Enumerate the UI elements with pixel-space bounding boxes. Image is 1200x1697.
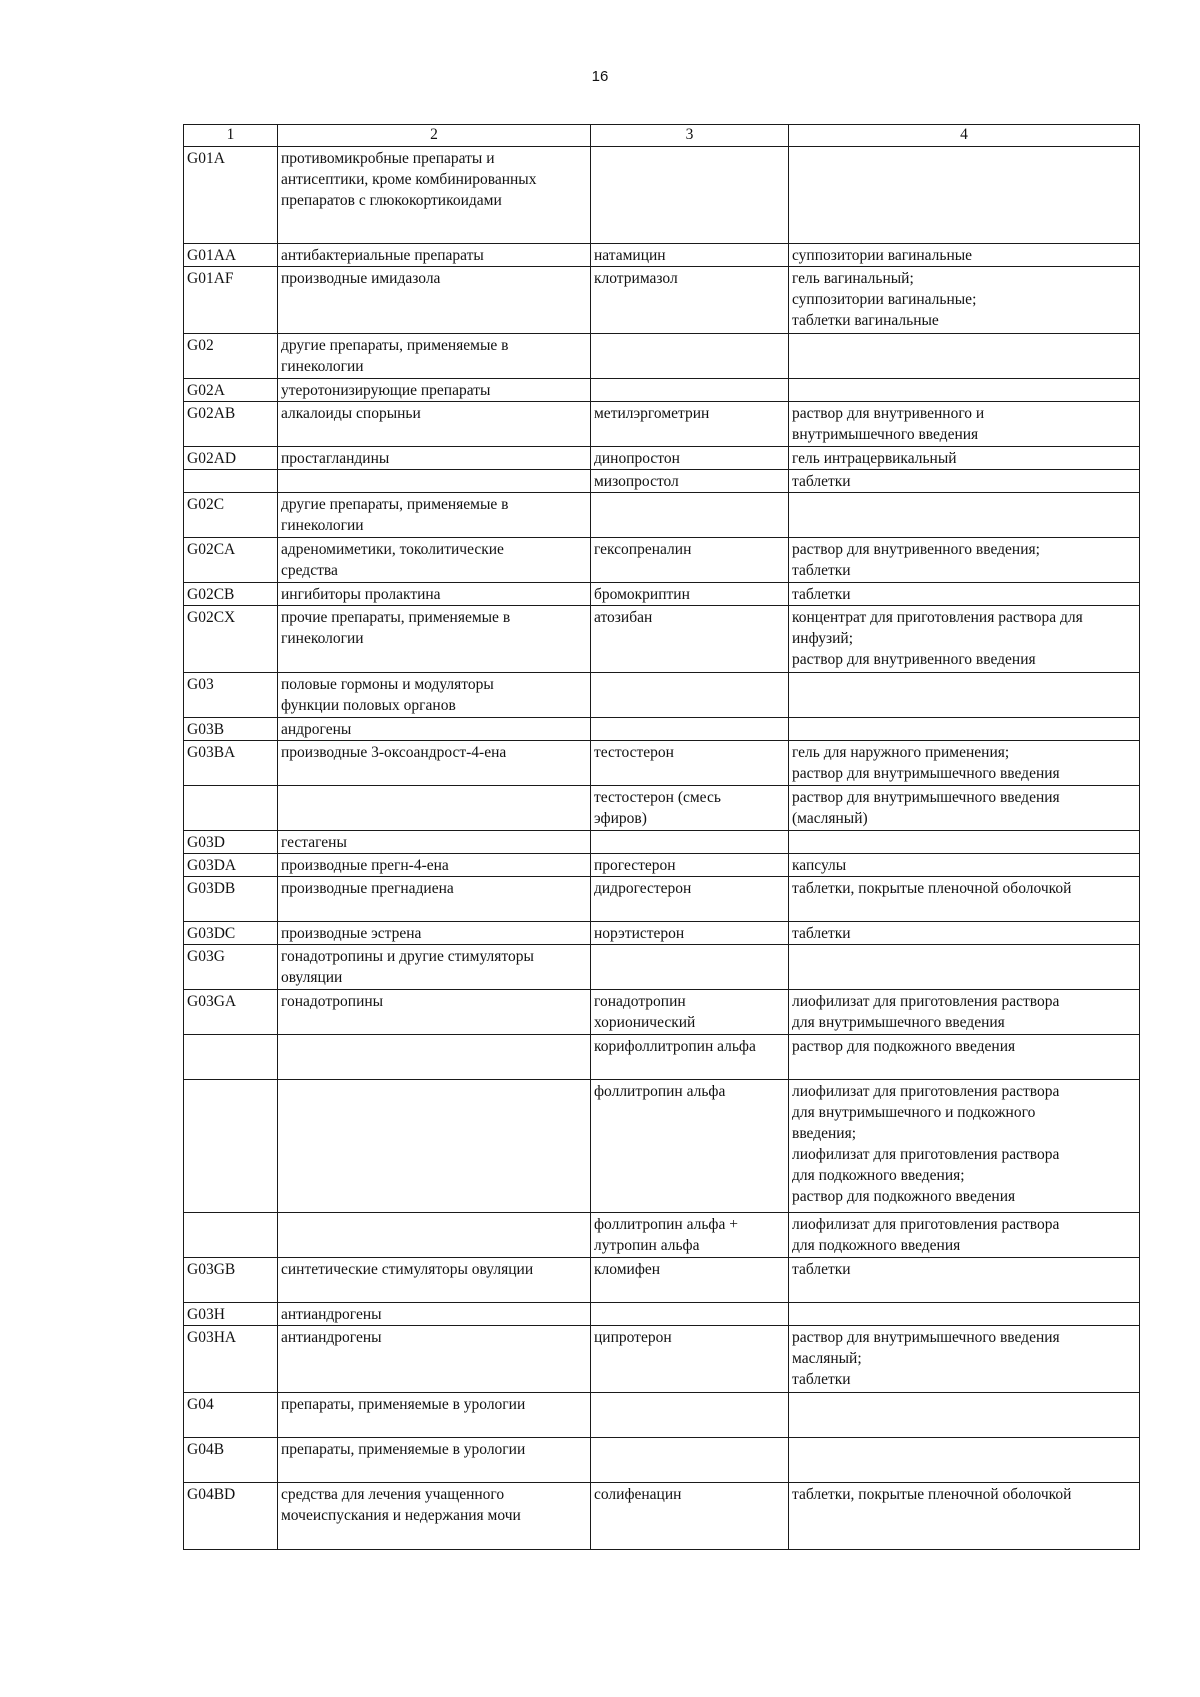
anatomical-group-cell [278, 1326, 591, 1393]
atc-code-cell [184, 267, 278, 334]
cell-text-line: раствор для внутримышечного введения [792, 1329, 1060, 1346]
cell-text-line: гинекологии [281, 517, 364, 534]
atc-code-cell [184, 1258, 278, 1303]
drug-name-cell [591, 402, 789, 447]
dosage-form-cell [789, 334, 1140, 379]
anatomical-group-cell [278, 945, 591, 990]
cell-text-line: метилэргометрин [594, 405, 710, 422]
cell-text-line: гонадотропин [594, 993, 686, 1010]
drug-name-cell [591, 538, 789, 583]
anatomical-group-cell [278, 334, 591, 379]
cell-text-line: гель вагинальный; [792, 270, 914, 287]
cell-text-line: гель для наружного применения; [792, 744, 1010, 761]
column-header-3: 3 [591, 125, 789, 147]
cell-text: G03DB [187, 880, 236, 897]
anatomical-group-cell [278, 786, 591, 831]
dosage-form-cell [789, 1213, 1140, 1258]
dosage-form-cell [789, 1258, 1140, 1303]
dosage-form-cell [789, 786, 1140, 831]
cell-text: G02C [187, 496, 225, 513]
anatomical-group-cell [278, 267, 591, 334]
cell-text-line: (масляный) [792, 810, 868, 827]
cell-text: G02AD [187, 450, 237, 467]
cell-text-line: раствор для подкожного введения [792, 1188, 1016, 1205]
anatomical-group-cell [278, 854, 591, 877]
drug-name-cell [591, 1080, 789, 1213]
dosage-form-cell [789, 877, 1140, 922]
table-row [184, 1258, 1140, 1303]
cell-text-line: препараты, применяемые в урологии [281, 1396, 526, 1413]
cell-text: G03 [187, 676, 214, 693]
table-row [184, 447, 1140, 470]
cell-text: G01A [187, 150, 225, 167]
cell-text-line: солифенацин [594, 1486, 682, 1503]
atc-code-cell [184, 990, 278, 1035]
table-row [184, 786, 1140, 831]
table-row [184, 1213, 1140, 1258]
drug-name-cell [591, 1393, 789, 1438]
cell-text: G03GA [187, 993, 237, 1010]
cell-text-line: дидрогестерон [594, 880, 692, 897]
atc-code-cell [184, 877, 278, 922]
dosage-form-cell [789, 1393, 1140, 1438]
atc-code-cell [184, 379, 278, 402]
cell-text: G01AF [187, 270, 234, 287]
drug-name-cell [591, 334, 789, 379]
anatomical-group-cell [278, 538, 591, 583]
dosage-form-cell [789, 1035, 1140, 1080]
table-row [184, 673, 1140, 718]
drug-name-cell [591, 990, 789, 1035]
table-row [184, 538, 1140, 583]
cell-text: G02 [187, 337, 214, 354]
table-row [184, 493, 1140, 538]
cell-text-line: лиофилизат для приготовления раствора [792, 1216, 1060, 1233]
cell-text-line: таблетки, покрытые пленочной оболочкой [792, 1486, 1072, 1503]
dosage-form-cell [789, 493, 1140, 538]
cell-text: G02CX [187, 609, 236, 626]
atc-code-cell [184, 786, 278, 831]
cell-text-line: препаратов с глюкокортикоидами [281, 192, 502, 209]
cell-text-line: производные 3-оксоандрост-4-ена [281, 744, 507, 761]
dosage-form-cell [789, 402, 1140, 447]
cell-text-line: гинекологии [281, 358, 364, 375]
cell-text-line: суппозитории вагинальные; [792, 291, 977, 308]
cell-text-line: клотримазол [594, 270, 678, 287]
cell-text-line: раствор для внутривенного введения; [792, 541, 1040, 558]
anatomical-group-cell [278, 1213, 591, 1258]
drug-name-cell [591, 470, 789, 493]
cell-text: G02AB [187, 405, 236, 422]
dosage-form-cell [789, 673, 1140, 718]
table-row [184, 583, 1140, 606]
dosage-form-cell [789, 147, 1140, 244]
table-row [184, 379, 1140, 402]
table-row [184, 244, 1140, 267]
anatomical-group-cell [278, 741, 591, 786]
cell-text-line: введения; [792, 1125, 857, 1142]
cell-text-line: таблетки [792, 1371, 851, 1388]
column-header-2: 2 [278, 125, 591, 147]
cell-text-line: эфиров) [594, 810, 647, 827]
cell-text-line: таблетки вагинальные [792, 312, 939, 329]
cell-text-line: раствор для внутривенного введения [792, 651, 1036, 668]
atc-code-cell [184, 1438, 278, 1483]
cell-text-line: простагландины [281, 450, 390, 467]
table-row [184, 945, 1140, 990]
drug-name-cell [591, 493, 789, 538]
atc-code-cell [184, 945, 278, 990]
anatomical-group-cell [278, 244, 591, 267]
drug-name-cell [591, 673, 789, 718]
cell-text-line: гонадотропины и другие стимуляторы [281, 948, 534, 965]
anatomical-group-cell [278, 718, 591, 741]
header-row [184, 125, 1140, 147]
table-row [184, 877, 1140, 922]
cell-text-line: корифоллитропин альфа [594, 1038, 756, 1055]
anatomical-group-cell [278, 877, 591, 922]
table-row [184, 1326, 1140, 1393]
table-row [184, 1303, 1140, 1326]
cell-text-line: суппозитории вагинальные [792, 247, 973, 264]
cell-text: G03DC [187, 925, 236, 942]
atc-code-cell [184, 1393, 278, 1438]
cell-text-line: натамицин [594, 247, 666, 264]
drug-name-cell [591, 447, 789, 470]
atc-code-cell [184, 583, 278, 606]
cell-text: G04 [187, 1396, 214, 1413]
cell-text-line: производные прегнадиена [281, 880, 454, 897]
cell-text-line: функции половых органов [281, 697, 456, 714]
atc-code-cell [184, 1303, 278, 1326]
atc-code-cell [184, 741, 278, 786]
dosage-form-cell [789, 922, 1140, 945]
cell-text-line: производные эстрена [281, 925, 422, 942]
atc-code-cell [184, 718, 278, 741]
anatomical-group-cell [278, 831, 591, 854]
dosage-form-cell [789, 583, 1140, 606]
cell-text-line: динопростон [594, 450, 680, 467]
cell-text: G03GB [187, 1261, 236, 1278]
cell-text-line: половые гормоны и модуляторы [281, 676, 494, 693]
atc-code-cell [184, 1035, 278, 1080]
anatomical-group-cell [278, 1483, 591, 1550]
anatomical-group-cell [278, 1258, 591, 1303]
cell-text-line: раствор для внутримышечного введения [792, 789, 1060, 806]
table-row [184, 1080, 1140, 1213]
anatomical-group-cell [278, 470, 591, 493]
cell-text-line: утеротонизирующие препараты [281, 382, 491, 399]
anatomical-group-cell [278, 583, 591, 606]
atc-code-cell [184, 1080, 278, 1213]
dosage-form-cell [789, 379, 1140, 402]
cell-text-line: инфузий; [792, 630, 854, 647]
cell-text-line: средства [281, 562, 338, 579]
dosage-form-cell [789, 718, 1140, 741]
drug-name-cell [591, 1035, 789, 1080]
cell-text-line: для внутримышечного и подкожного [792, 1104, 1036, 1121]
cell-text-line: алкалоиды спорыньи [281, 405, 421, 422]
dosage-form-cell [789, 854, 1140, 877]
anatomical-group-cell [278, 1393, 591, 1438]
atc-code-cell [184, 470, 278, 493]
cell-text-line: тестостерон (смесь [594, 789, 721, 806]
table-row [184, 1393, 1140, 1438]
cell-text-line: лутропин альфа [594, 1237, 700, 1254]
drug-name-cell [591, 945, 789, 990]
cell-text: G03H [187, 1306, 225, 1323]
table-row [184, 990, 1140, 1035]
cell-text-line: концентрат для приготовления раствора для [792, 609, 1083, 626]
cell-text: G02CB [187, 586, 235, 603]
cell-text-line: антиандрогены [281, 1306, 382, 1323]
cell-text-line: мизопростол [594, 473, 679, 490]
drug-name-cell [591, 1483, 789, 1550]
cell-text-line: гель интрацервикальный [792, 450, 957, 467]
cell-text-line: хорионический [594, 1014, 696, 1031]
cell-text-line: раствор для подкожного введения [792, 1038, 1016, 1055]
table-row [184, 1035, 1140, 1080]
dosage-form-cell [789, 244, 1140, 267]
cell-text-line: другие препараты, применяемые в [281, 496, 509, 513]
cell-text-line: производные имидазола [281, 270, 441, 287]
cell-text-line: таблетки [792, 473, 851, 490]
cell-text-line: ингибиторы пролактина [281, 586, 441, 603]
cell-text-line: прогестерон [594, 857, 676, 874]
atc-code-cell [184, 831, 278, 854]
page-number: 16 [591, 68, 609, 85]
cell-text-line: атозибан [594, 609, 653, 626]
cell-text-line: раствор для внутримышечного введения [792, 765, 1060, 782]
dosage-form-cell [789, 606, 1140, 673]
cell-text: G02A [187, 382, 225, 399]
cell-text-line: прочие препараты, применяемые в [281, 609, 511, 626]
cell-text-line: средства для лечения учащенного [281, 1486, 505, 1503]
cell-text-line: антибактериальные препараты [281, 247, 484, 264]
cell-text-line: андрогены [281, 721, 352, 738]
anatomical-group-cell [278, 990, 591, 1035]
anatomical-group-cell [278, 379, 591, 402]
table-row [184, 402, 1140, 447]
cell-text-line: гонадотропины [281, 993, 384, 1010]
atc-code-cell [184, 147, 278, 244]
cell-text-line: бромокриптин [594, 586, 690, 603]
cell-text-line: производные прегн-4-ена [281, 857, 449, 874]
medication-table [183, 124, 1140, 1550]
cell-text-line: гестагены [281, 834, 347, 851]
table-body [184, 147, 1140, 1550]
cell-text-line: гексопреналин [594, 541, 692, 558]
cell-text-line: лиофилизат для приготовления раствора [792, 1083, 1060, 1100]
cell-text-line: капсулы [792, 857, 847, 874]
anatomical-group-cell [278, 673, 591, 718]
dosage-form-cell [789, 741, 1140, 786]
dosage-form-cell [789, 447, 1140, 470]
drug-name-cell [591, 267, 789, 334]
dosage-form-cell [789, 267, 1140, 334]
cell-text-line: антиандрогены [281, 1329, 382, 1346]
cell-text-line: антисептики, кроме комбинированных [281, 171, 537, 188]
cell-text-line: для подкожного введения [792, 1237, 961, 1254]
atc-code-cell [184, 447, 278, 470]
anatomical-group-cell [278, 1303, 591, 1326]
cell-text: G03DA [187, 857, 237, 874]
cell-text-line: кломифен [594, 1261, 661, 1278]
cell-text-line: мочеиспускания и недержания мочи [281, 1507, 521, 1524]
column-header-1: 1 [184, 125, 278, 147]
table-row [184, 147, 1140, 244]
cell-text-line: для внутримышечного введения [792, 1014, 1005, 1031]
atc-code-cell [184, 1483, 278, 1550]
drug-name-cell [591, 1303, 789, 1326]
cell-text: G03D [187, 834, 225, 851]
atc-code-cell [184, 538, 278, 583]
anatomical-group-cell [278, 447, 591, 470]
atc-code-cell [184, 673, 278, 718]
table-row [184, 470, 1140, 493]
atc-code-cell [184, 1213, 278, 1258]
anatomical-group-cell [278, 1035, 591, 1080]
cell-text-line: таблетки [792, 1261, 851, 1278]
cell-text-line: другие препараты, применяемые в [281, 337, 509, 354]
drug-name-cell [591, 831, 789, 854]
cell-text: G04BD [187, 1486, 236, 1503]
cell-text-line: масляный; [792, 1350, 862, 1367]
table-row [184, 718, 1140, 741]
drug-name-cell [591, 1258, 789, 1303]
cell-text-line: адреномиметики, токолитические [281, 541, 504, 558]
dosage-form-cell [789, 538, 1140, 583]
table-row [184, 922, 1140, 945]
atc-code-cell [184, 854, 278, 877]
cell-text-line: тестостерон [594, 744, 674, 761]
anatomical-group-cell [278, 493, 591, 538]
dosage-form-cell [789, 470, 1140, 493]
cell-text-line: таблетки [792, 925, 851, 942]
anatomical-group-cell [278, 1080, 591, 1213]
column-header-4: 4 [789, 125, 1140, 147]
atc-code-cell [184, 606, 278, 673]
drug-name-cell [591, 877, 789, 922]
dosage-form-cell [789, 990, 1140, 1035]
cell-text: G03B [187, 721, 225, 738]
dosage-form-cell [789, 1483, 1140, 1550]
cell-text-line: лиофилизат для приготовления раствора [792, 1146, 1060, 1163]
table-row [184, 1483, 1140, 1550]
dosage-form-cell [789, 831, 1140, 854]
table-row [184, 831, 1140, 854]
table-row [184, 606, 1140, 673]
atc-code-cell [184, 1326, 278, 1393]
cell-text: G04B [187, 1441, 225, 1458]
cell-text-line: лиофилизат для приготовления раствора [792, 993, 1060, 1010]
anatomical-group-cell [278, 402, 591, 447]
table-row [184, 1438, 1140, 1483]
cell-text: G03HA [187, 1329, 237, 1346]
atc-code-cell [184, 493, 278, 538]
cell-text: G01AA [187, 247, 237, 264]
cell-text-line: для подкожного введения; [792, 1167, 965, 1184]
cell-text: G03G [187, 948, 225, 965]
cell-text-line: внутримышечного введения [792, 426, 979, 443]
drug-name-cell [591, 741, 789, 786]
anatomical-group-cell [278, 147, 591, 244]
drug-name-cell [591, 1438, 789, 1483]
atc-code-cell [184, 244, 278, 267]
table-row [184, 741, 1140, 786]
table-row [184, 854, 1140, 877]
table-row [184, 267, 1140, 334]
dosage-form-cell [789, 1303, 1140, 1326]
anatomical-group-cell [278, 1438, 591, 1483]
drug-name-cell [591, 718, 789, 741]
cell-text-line: таблетки [792, 562, 851, 579]
drug-name-cell [591, 606, 789, 673]
cell-text-line: норэтистерон [594, 925, 685, 942]
drug-name-cell [591, 922, 789, 945]
atc-code-cell [184, 334, 278, 379]
table-header [184, 125, 1140, 147]
drug-name-cell [591, 379, 789, 402]
cell-text-line: синтетические стимуляторы овуляции [281, 1261, 534, 1278]
anatomical-group-cell [278, 606, 591, 673]
cell-text-line: противомикробные препараты и [281, 150, 495, 167]
drug-name-cell [591, 1213, 789, 1258]
cell-text-line: фоллитропин альфа + [594, 1216, 738, 1233]
drug-name-cell [591, 854, 789, 877]
dosage-form-cell [789, 1438, 1140, 1483]
cell-text-line: препараты, применяемые в урологии [281, 1441, 526, 1458]
cell-text-line: гинекологии [281, 630, 364, 647]
atc-code-cell [184, 922, 278, 945]
cell-text: G02CA [187, 541, 236, 558]
anatomical-group-cell [278, 922, 591, 945]
drug-name-cell [591, 147, 789, 244]
cell-text-line: таблетки [792, 586, 851, 603]
dosage-form-cell [789, 1080, 1140, 1213]
drug-name-cell [591, 583, 789, 606]
atc-code-cell [184, 402, 278, 447]
cell-text-line: фоллитропин альфа [594, 1083, 726, 1100]
table-row [184, 334, 1140, 379]
dosage-form-cell [789, 1326, 1140, 1393]
cell-text: G03BA [187, 744, 236, 761]
cell-text-line: ципротерон [594, 1329, 672, 1346]
drug-name-cell [591, 244, 789, 267]
cell-text-line: таблетки, покрытые пленочной оболочкой [792, 880, 1072, 897]
cell-text-line: овуляции [281, 969, 343, 986]
dosage-form-cell [789, 945, 1140, 990]
cell-text-line: раствор для внутривенного и [792, 405, 985, 422]
drug-name-cell [591, 786, 789, 831]
drug-name-cell [591, 1326, 789, 1393]
